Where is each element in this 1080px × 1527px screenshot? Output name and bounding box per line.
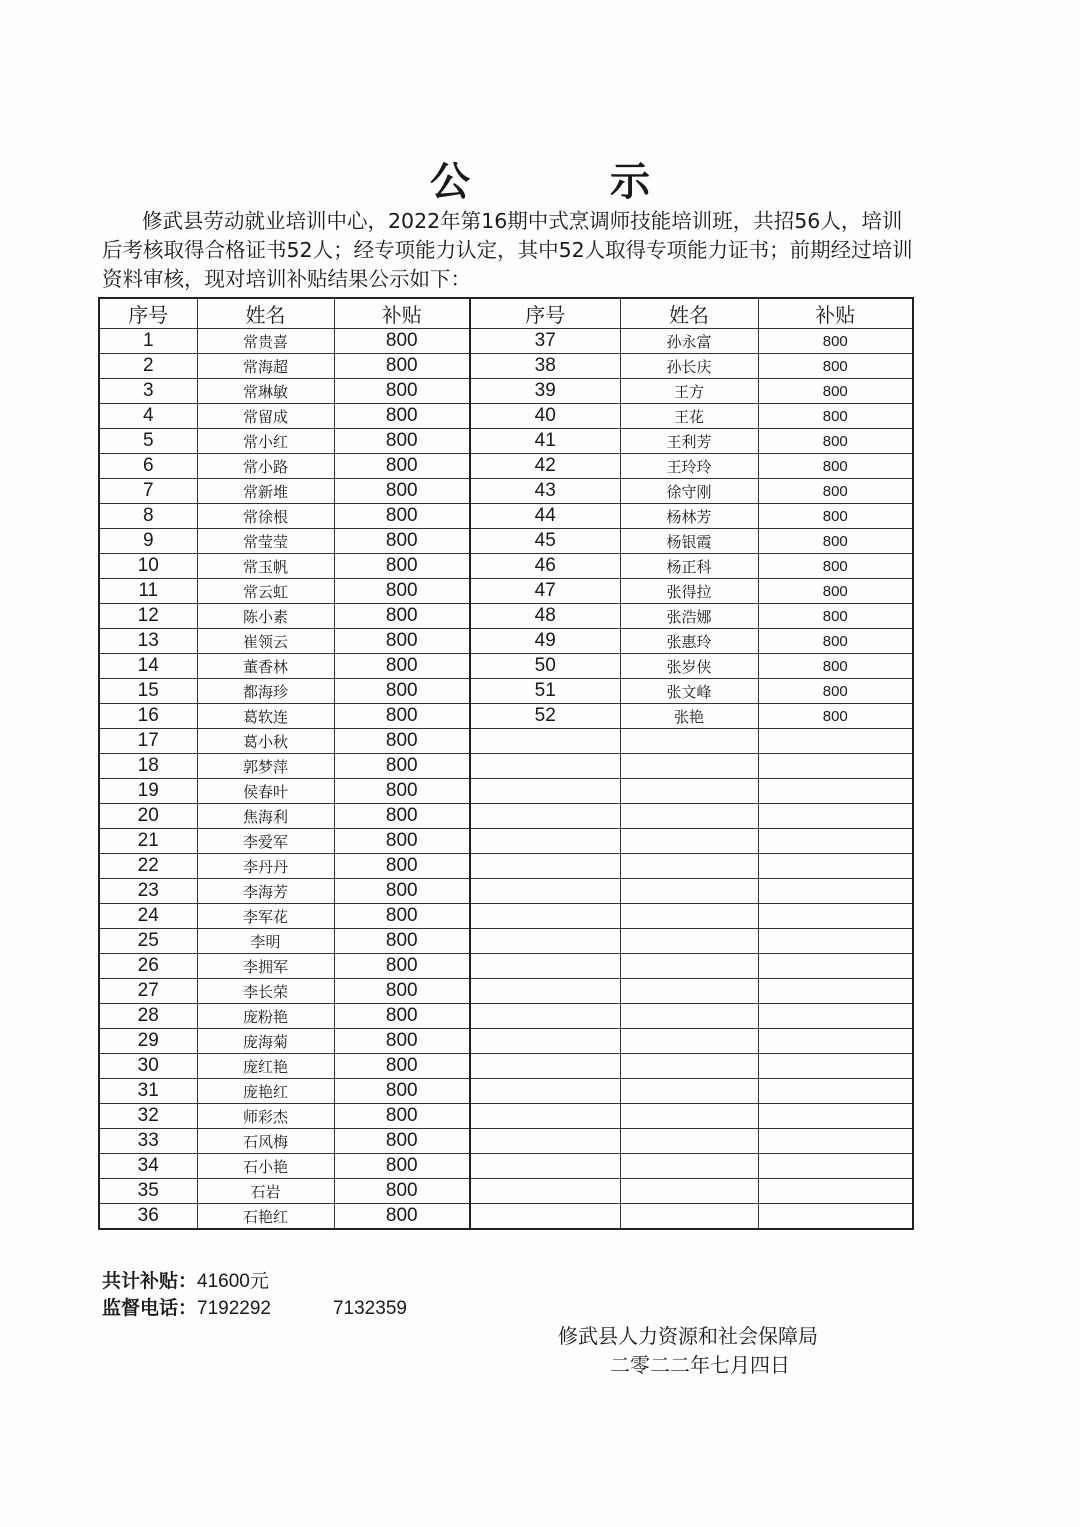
table-row — [99, 729, 913, 754]
person-name: 张岁侠 — [620, 654, 758, 679]
subsidy-amount — [758, 754, 913, 779]
subsidy-amount: 800 — [758, 354, 913, 379]
person-name: 葛软连 — [197, 704, 334, 729]
row-number: 17 — [99, 729, 197, 754]
row-number — [470, 879, 620, 904]
row-number: 37 — [470, 329, 620, 354]
row-number: 22 — [99, 854, 197, 879]
table-row — [99, 404, 913, 429]
subsidy-amount — [758, 1054, 913, 1079]
person-name — [620, 1104, 758, 1129]
subsidy-amount: 800 — [334, 1029, 470, 1054]
row-number: 3 — [99, 379, 197, 404]
person-name: 石艳红 — [197, 1204, 334, 1230]
subsidy-amount: 800 — [334, 654, 470, 679]
row-number: 31 — [99, 1079, 197, 1104]
table-row — [99, 979, 913, 1004]
row-number — [470, 1204, 620, 1230]
table-row — [99, 954, 913, 979]
subsidy-amount: 800 — [334, 879, 470, 904]
person-name: 常徐根 — [197, 504, 334, 529]
person-name: 李明 — [197, 929, 334, 954]
row-number: 7 — [99, 479, 197, 504]
row-number: 46 — [470, 554, 620, 579]
table-row — [99, 354, 913, 379]
subsidy-amount: 800 — [758, 479, 913, 504]
header-amount-right: 补贴 — [758, 298, 913, 329]
total-subsidy — [102, 1266, 269, 1293]
subsidy-amount: 800 — [334, 704, 470, 729]
person-name — [620, 1129, 758, 1154]
subsidy-amount: 800 — [334, 1179, 470, 1204]
person-name: 庞红艳 — [197, 1054, 334, 1079]
subsidy-amount: 800 — [334, 1154, 470, 1179]
person-name — [620, 954, 758, 979]
row-number: 19 — [99, 779, 197, 804]
subsidy-amount: 800 — [334, 1079, 470, 1104]
table-row — [99, 529, 913, 554]
subsidy-amount: 800 — [334, 729, 470, 754]
row-number: 40 — [470, 404, 620, 429]
subsidy-amount: 800 — [334, 1004, 470, 1029]
row-number: 29 — [99, 1029, 197, 1054]
row-number: 51 — [470, 679, 620, 704]
person-name: 常海超 — [197, 354, 334, 379]
subsidy-amount: 800 — [334, 479, 470, 504]
subsidy-amount: 800 — [334, 529, 470, 554]
row-number — [470, 1004, 620, 1029]
subsidy-amount: 800 — [334, 329, 470, 354]
person-name: 董香林 — [197, 654, 334, 679]
subsidy-amount: 800 — [758, 654, 913, 679]
row-number: 21 — [99, 829, 197, 854]
row-number — [470, 1029, 620, 1054]
subsidy-amount: 800 — [334, 454, 470, 479]
subsidy-amount: 800 — [758, 329, 913, 354]
person-name — [620, 1179, 758, 1204]
subsidy-amount — [758, 1029, 913, 1054]
row-number: 28 — [99, 1004, 197, 1029]
row-number: 38 — [470, 354, 620, 379]
subsidy-amount: 800 — [334, 829, 470, 854]
total-value: 41600元 — [197, 1271, 269, 1292]
subsidy-amount: 800 — [334, 754, 470, 779]
person-name: 杨正科 — [620, 554, 758, 579]
person-name: 常莹莹 — [197, 529, 334, 554]
person-name — [620, 729, 758, 754]
table-row — [99, 754, 913, 779]
table-body — [99, 329, 913, 1230]
row-number: 16 — [99, 704, 197, 729]
subsidy-amount: 800 — [758, 629, 913, 654]
person-name: 王利芳 — [620, 429, 758, 454]
subsidy-amount — [758, 929, 913, 954]
subsidy-amount — [758, 779, 913, 804]
header-name-left: 姓名 — [197, 298, 334, 329]
row-number — [470, 1079, 620, 1104]
table-row — [99, 604, 913, 629]
table-row — [99, 1204, 913, 1230]
subsidy-amount: 800 — [758, 679, 913, 704]
subsidy-amount: 800 — [758, 554, 913, 579]
subsidy-amount: 800 — [334, 579, 470, 604]
table-row — [99, 1179, 913, 1204]
subsidy-amount: 800 — [334, 779, 470, 804]
person-name: 杨林芳 — [620, 504, 758, 529]
subsidy-amount: 800 — [334, 629, 470, 654]
subsidy-amount — [758, 1179, 913, 1204]
person-name: 李爱军 — [197, 829, 334, 854]
row-number: 35 — [99, 1179, 197, 1204]
phone-number-1: 7192292 — [197, 1298, 271, 1319]
table-row — [99, 1054, 913, 1079]
person-name: 王花 — [620, 404, 758, 429]
subsidy-amount: 800 — [334, 929, 470, 954]
header-name-right: 姓名 — [620, 298, 758, 329]
person-name: 李丹丹 — [197, 854, 334, 879]
table-row — [99, 504, 913, 529]
person-name — [620, 779, 758, 804]
row-number: 25 — [99, 929, 197, 954]
row-number: 34 — [99, 1154, 197, 1179]
subsidy-table — [98, 297, 914, 1230]
person-name: 杨银霞 — [620, 529, 758, 554]
person-name — [620, 1004, 758, 1029]
subsidy-amount — [758, 1129, 913, 1154]
subsidy-amount — [758, 1079, 913, 1104]
row-number: 18 — [99, 754, 197, 779]
subsidy-amount: 800 — [334, 379, 470, 404]
supervision-phone — [102, 1293, 407, 1320]
row-number: 43 — [470, 479, 620, 504]
table-row — [99, 429, 913, 454]
row-number — [470, 1054, 620, 1079]
person-name: 李长荣 — [197, 979, 334, 1004]
table-row — [99, 829, 913, 854]
intro-paragraph: 修武县劳动就业培训中心，2022年第16期中式烹调师技能培训班，共招56人，培训后考核取得合格证书52人；经专项能力认定，其中52人取得专项能力证书；前期经过培训资料审核，现对培训补贴结果公示如下： — [102, 209, 913, 291]
row-number: 49 — [470, 629, 620, 654]
row-number: 1 — [99, 329, 197, 354]
row-number: 27 — [99, 979, 197, 1004]
person-name: 都海珍 — [197, 679, 334, 704]
person-name: 师彩杰 — [197, 1104, 334, 1129]
row-number — [470, 1179, 620, 1204]
person-name: 石小艳 — [197, 1154, 334, 1179]
table-row — [99, 929, 913, 954]
table-row — [99, 379, 913, 404]
subsidy-amount: 800 — [334, 504, 470, 529]
subsidy-amount — [758, 979, 913, 1004]
table-row — [99, 329, 913, 354]
table-row — [99, 479, 913, 504]
table-row — [99, 1029, 913, 1054]
subsidy-amount: 800 — [334, 429, 470, 454]
person-name — [620, 904, 758, 929]
row-number: 5 — [99, 429, 197, 454]
subsidy-amount — [758, 729, 913, 754]
table-row — [99, 904, 913, 929]
row-number: 6 — [99, 454, 197, 479]
subsidy-amount: 800 — [334, 979, 470, 1004]
subsidy-amount — [758, 804, 913, 829]
person-name: 徐守刚 — [620, 479, 758, 504]
subsidy-amount: 800 — [758, 379, 913, 404]
subsidy-amount — [758, 854, 913, 879]
row-number — [470, 829, 620, 854]
subsidy-amount — [758, 904, 913, 929]
person-name — [620, 1204, 758, 1230]
person-name — [620, 854, 758, 879]
table-row — [99, 1079, 913, 1104]
subsidy-amount: 800 — [334, 404, 470, 429]
row-number: 33 — [99, 1129, 197, 1154]
row-number — [470, 929, 620, 954]
person-name — [620, 1079, 758, 1104]
subsidy-amount: 800 — [334, 554, 470, 579]
person-name: 石岩 — [197, 1179, 334, 1204]
subsidy-amount: 800 — [334, 679, 470, 704]
person-name: 孙永富 — [620, 329, 758, 354]
person-name: 庞艳红 — [197, 1079, 334, 1104]
table-row — [99, 454, 913, 479]
subsidy-amount: 800 — [758, 704, 913, 729]
person-name — [620, 979, 758, 1004]
subsidy-amount: 800 — [758, 579, 913, 604]
person-name: 常玉帆 — [197, 554, 334, 579]
subsidy-amount — [758, 1204, 913, 1230]
person-name: 常云虹 — [197, 579, 334, 604]
subsidy-amount: 800 — [334, 804, 470, 829]
row-number: 8 — [99, 504, 197, 529]
row-number — [470, 729, 620, 754]
row-number — [470, 854, 620, 879]
table-row — [99, 779, 913, 804]
subsidy-amount: 800 — [758, 529, 913, 554]
person-name: 张艳 — [620, 704, 758, 729]
subsidy-amount: 800 — [334, 1129, 470, 1154]
person-name: 石风梅 — [197, 1129, 334, 1154]
person-name: 张惠玲 — [620, 629, 758, 654]
row-number: 26 — [99, 954, 197, 979]
subsidy-amount — [758, 1154, 913, 1179]
row-number: 20 — [99, 804, 197, 829]
subsidy-amount: 800 — [758, 504, 913, 529]
table-row — [99, 1104, 913, 1129]
header-no-left: 序号 — [99, 298, 197, 329]
person-name: 王方 — [620, 379, 758, 404]
row-number: 14 — [99, 654, 197, 679]
person-name: 葛小秋 — [197, 729, 334, 754]
row-number: 48 — [470, 604, 620, 629]
person-name: 张文峰 — [620, 679, 758, 704]
person-name: 侯春叶 — [197, 779, 334, 804]
table-row — [99, 1004, 913, 1029]
row-number: 32 — [99, 1104, 197, 1129]
row-number: 12 — [99, 604, 197, 629]
table-row — [99, 579, 913, 604]
person-name: 李海芳 — [197, 879, 334, 904]
table-row — [99, 654, 913, 679]
subsidy-amount: 800 — [758, 429, 913, 454]
subsidy-amount: 800 — [758, 404, 913, 429]
subsidy-amount: 800 — [758, 604, 913, 629]
person-name: 常留成 — [197, 404, 334, 429]
row-number: 45 — [470, 529, 620, 554]
row-number: 52 — [470, 704, 620, 729]
subsidy-amount — [758, 1104, 913, 1129]
table-row — [99, 854, 913, 879]
row-number — [470, 1129, 620, 1154]
table-row — [99, 679, 913, 704]
row-number: 23 — [99, 879, 197, 904]
row-number — [470, 1104, 620, 1129]
row-number: 36 — [99, 1204, 197, 1230]
subsidy-amount — [758, 829, 913, 854]
table-row — [99, 1154, 913, 1179]
row-number — [470, 779, 620, 804]
person-name: 常琳敏 — [197, 379, 334, 404]
row-number: 44 — [470, 504, 620, 529]
total-label: 共计补贴： — [102, 1270, 198, 1292]
person-name: 王玲玲 — [620, 454, 758, 479]
row-number — [470, 979, 620, 1004]
row-number: 13 — [99, 629, 197, 654]
person-name — [620, 879, 758, 904]
row-number: 10 — [99, 554, 197, 579]
table-row — [99, 554, 913, 579]
row-number: 24 — [99, 904, 197, 929]
subsidy-amount: 800 — [334, 954, 470, 979]
header-no-right: 序号 — [470, 298, 620, 329]
table-row — [99, 629, 913, 654]
row-number: 9 — [99, 529, 197, 554]
subsidy-amount: 800 — [334, 354, 470, 379]
person-name: 李军花 — [197, 904, 334, 929]
subsidy-amount: 800 — [334, 1054, 470, 1079]
person-name: 陈小素 — [197, 604, 334, 629]
subsidy-amount — [758, 954, 913, 979]
row-number: 2 — [99, 354, 197, 379]
row-number: 50 — [470, 654, 620, 679]
person-name: 常新堆 — [197, 479, 334, 504]
subsidy-amount: 800 — [334, 904, 470, 929]
person-name: 焦海利 — [197, 804, 334, 829]
table-row — [99, 879, 913, 904]
person-name: 孙长庆 — [620, 354, 758, 379]
table-header-row — [99, 298, 913, 329]
person-name — [620, 829, 758, 854]
phone-number-2: 7132359 — [332, 1298, 407, 1319]
subsidy-amount: 800 — [334, 854, 470, 879]
row-number: 41 — [470, 429, 620, 454]
issuer-name: 修武县人力资源和社会保障局 — [558, 1324, 818, 1348]
person-name: 常小路 — [197, 454, 334, 479]
row-number: 11 — [99, 579, 197, 604]
row-number — [470, 804, 620, 829]
person-name: 常小红 — [197, 429, 334, 454]
row-number: 30 — [99, 1054, 197, 1079]
subsidy-amount: 800 — [334, 604, 470, 629]
person-name: 郭梦萍 — [197, 754, 334, 779]
person-name — [620, 929, 758, 954]
subsidy-amount — [758, 879, 913, 904]
subsidy-amount: 800 — [334, 1204, 470, 1230]
person-name — [620, 754, 758, 779]
person-name: 庞粉艳 — [197, 1004, 334, 1029]
person-name: 张得拉 — [620, 579, 758, 604]
row-number: 47 — [470, 579, 620, 604]
person-name: 李拥军 — [197, 954, 334, 979]
subsidy-amount: 800 — [758, 454, 913, 479]
person-name: 崔领云 — [197, 629, 334, 654]
person-name — [620, 804, 758, 829]
person-name — [620, 1054, 758, 1079]
row-number: 4 — [99, 404, 197, 429]
person-name — [620, 1029, 758, 1054]
issue-date: 二零二二年七月四日 — [610, 1353, 790, 1377]
person-name: 庞海菊 — [197, 1029, 334, 1054]
row-number: 15 — [99, 679, 197, 704]
person-name — [620, 1154, 758, 1179]
row-number — [470, 1154, 620, 1179]
subsidy-amount — [758, 1004, 913, 1029]
table-row — [99, 704, 913, 729]
row-number — [470, 754, 620, 779]
row-number — [470, 904, 620, 929]
subsidy-amount: 800 — [334, 1104, 470, 1129]
table-row — [99, 1129, 913, 1154]
row-number — [470, 954, 620, 979]
table-row — [99, 804, 913, 829]
row-number: 42 — [470, 454, 620, 479]
phone-label: 监督电话： — [102, 1297, 198, 1319]
row-number: 39 — [470, 379, 620, 404]
person-name: 常贵喜 — [197, 329, 334, 354]
header-amount-left: 补贴 — [334, 298, 470, 329]
person-name: 张浩娜 — [620, 604, 758, 629]
page-title: 公 示 — [430, 158, 700, 205]
